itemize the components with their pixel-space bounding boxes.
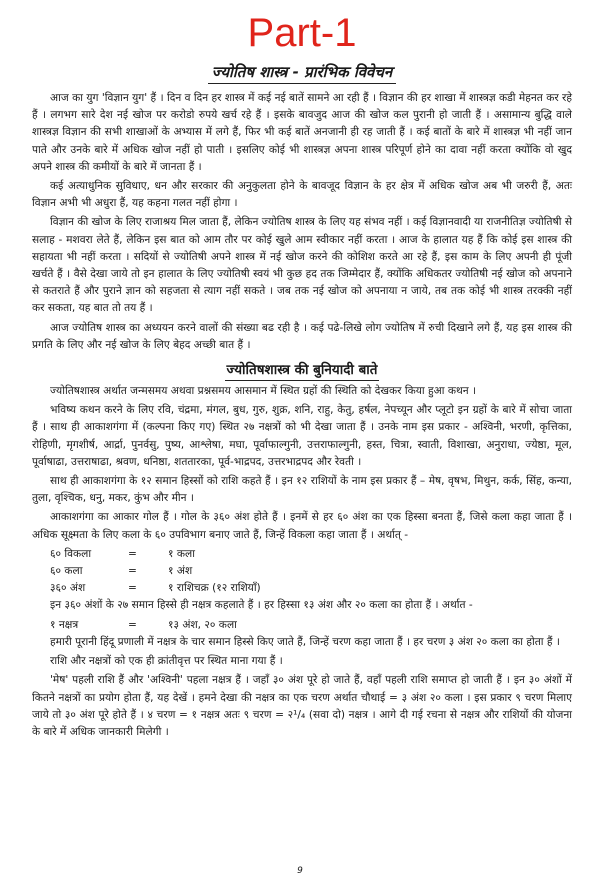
equation-row: ६० कला = १ अंश [50,565,193,578]
document-page [0,10,600,886]
equation-row: ६० विकला = १ कला [50,547,195,560]
closing-paragraph: हमारी पूरानी हिंदू प्रणाली में नक्षत्र के चार समान हिस्से किए जाते हैं, जिन्हें चरण कहा जाता हैं । हर चरण ३ अंश २० कला का होता हैं । [50,635,560,648]
section-paragraph: साथ ही आकाशगंगा के १२ समान हिस्सों को राशि कहते हैं । इन १२ राशियों के नाम इस प्रकार हैं – मेष, वृषभ, मिथुन, कर्क, सिंह, कन्या, तुला, वृश्चिक, धनु, मकर, कुंभ और मीन । [32,475,572,505]
nakshatra-paragraph: इन ३६० अंशों के २७ समान हिस्से ही नक्षत्र कहलाते हैं । हर हिस्सा १३ अंश और २० कला का होता हैं । अर्थात - [50,599,473,612]
page-number: 9 [297,866,303,876]
closing-paragraph: 'मेष' पहली राशि हैं और 'अश्विनी' पहला नक्षत्र हैं । जहाँ ३० अंश पूरे हो जाते हैं, वहाँ पहली राशि समाप्त हो जाती हैं । इन ३० अंशों में कितने नक्षत्रों का प्रयोग होता हैं, यह देखें । हमने देखा की नक्षत्र का एक चरण अर्थात चौथाई = ३ अंश २० कला । इस प्रकार ९ चरण मिलाए जाये तो ३० अंश पूरे होते हैं । ४ चरण = १ नक्षत्र अतः ९ चरण = २¹/₄ (सवा दो) नक्षत्र । आगे दी गई रचना से नक्षत्र और राशियों की योजना के बारे में अधिक जानकारी मिलेगी । [32,674,572,738]
intro-paragraph: आज ज्योतिष शास्त्र का अध्ययन करने वालों की संख्या बढ रही है । कई पढे-लिखे लोग ज्योतिष में रुची दिखाने लगे हैं, यह इस शास्त्र की प्रगति के लिए और नई खोज के लिए बेहद अच्छी बात हैं । [32,321,572,351]
intro-paragraph: कई अत्याधुनिक सुविधाए, धन और सरकार की अनुकुलता होने के बावजूद विज्ञान के हर क्षेत्र में अधिक खोज अब भी जरुरी हैं, अतः विज्ञान अभी भी अधुरा हैं, यह कहना गलत नहीं होगा । [32,180,572,210]
equation-row: ३६० अंश = १ राशिचक्र (१२ राशियाँ) [50,582,261,595]
part-title: Part-1 [247,11,357,55]
intro-paragraph: विज्ञान की खोज के लिए राजाश्रय मिल जाता हैं, लेकिन ज्योतिष शास्त्र के लिए यह संभव नहीं । कई विज्ञानवादी या राजनीतिज्ञ ज्योतिषी से सलाह - मशवरा लेते हैं, लेकिन इस बात को आम तौर पर कोई खुले आम स्वीकार नहीं करता । आज के हालात यह हैं कि कोई इस शास्त्र की सहायता भी नहीं करता । सदियों से ज्योतिषी अपने शास्त्र में नई खोज करने की कोशिश करते आ रहे हैं, इस काम के लिए अपनी ही पूंजी खर्चते हैं । वैसे देखा जाये तो इन हालात के लिए ज्योतिषी स्वयं भी कुछ हद तक जिम्मेदार हैं, क्योंकि अधिकतर ज्योतिषी नई खोज को अपनाने से कतराते हैं और पुराने ज्ञान को सहजता से त्याग नहीं सकते । जब तक नई खोज को अपनाया न जाये, तब तक कोई भी शास्त्र तरक्की नहीं कर सकता, यह बात तो तय हैं । [32,216,572,315]
section-paragraph: भविष्य कथन करने के लिए रवि, चंद्रमा, मंगल, बुध, गुरु, शुक्र, शनि, राहु, केतु, हर्षल, नेपच्यून और प्लूटो इन ग्रहों के बारे में सोचा जाता हैं । साथ ही आकाशगंगा में (कल्पना किए गए) स्थित २७ नक्षत्रों को भी देखा जाता हैं । उनके नाम इस प्रकार - अश्विनी, भरणी, कृत्तिका, रोहिणी, मृगशीर्ष, आर्द्रा, पुनर्वसु, पुष्य, आश्लेषा, मघा, पूर्वाफाल्गुनी, उत्तराफाल्गुनी, हस्त, चित्रा, स्वाती, विशाखा, अनुराधा, ज्येष्ठा, मूल, पूर्वाषाढा, उत्तराषाढा, श्रवण, धनिष्ठा, शततारका, पूर्व-भाद्रपद, उत्तरभाद्रपद और रेवती । [32,404,572,468]
equation-row: १ नक्षत्र = १३ अंश, २० कला [50,618,237,631]
intro-paragraph: आज का युग 'विज्ञान युग' हैं । दिन व दिन हर शास्त्र में कई नई बातें सामने आ रही हैं । विज्ञान की हर शाखा में शास्त्रज्ञ कडी मेहनत कर रहे हैं । लगभग सारे देश नई खोज पर करोडो रुपये खर्च रहे हैं । इसके बावजुद आज की खोज कल पुरानी हो जाती हैं । असामान्य बुद्धि वाले शास्त्रज्ञ विज्ञान की सभी शाखाओं के अभ्यास में लगे हैं, फिर भी कई बातें अनजानी ही रह जाती हैं । कई बातों के बारे में शास्त्रज्ञ भी नहीं जान पाते और उनके बारे में अधिक खोज नहीं हो पाती । इसलिए कोई भी शास्त्रज्ञ अपना शास्त्र परिपूर्ण होने का दावा नहीं करता क्योंकि वो खुद अपने शास्त्र की कमीयों के बारे में जानता हैं । [32,92,572,173]
chapter-title: ज्योतिष शास्त्र - प्रारंभिक विवेचन [32,62,572,84]
section-paragraph: ज्योतिषशास्त्र अर्थात जन्मसमय अथवा प्रश्नसमय आसमान में स्थित ग्रहों की स्थिति को देखकर किया हुआ कथन । [50,385,476,398]
section-title: ज्योतिषशास्त्र की बुनियादी बाते [32,360,572,381]
closing-paragraph: राशि और नक्षत्रों को एक ही क्रांतीवृत्त पर स्थित माना गया हैं । [50,655,283,668]
section-paragraph: आकाशगंगा का आकार गोल हैं । गोल के ३६० अंश होते हैं । इनमें से हर ६० अंश का एक हिस्सा बनता हैं, जिसे कला कहा जाता हैं । अधिक सूक्ष्मता के लिए कला के ६० उपविभाग बनाए जाते हैं, जिन्हें विकला कहा जाता हैं । अर्थात् - [32,511,572,541]
